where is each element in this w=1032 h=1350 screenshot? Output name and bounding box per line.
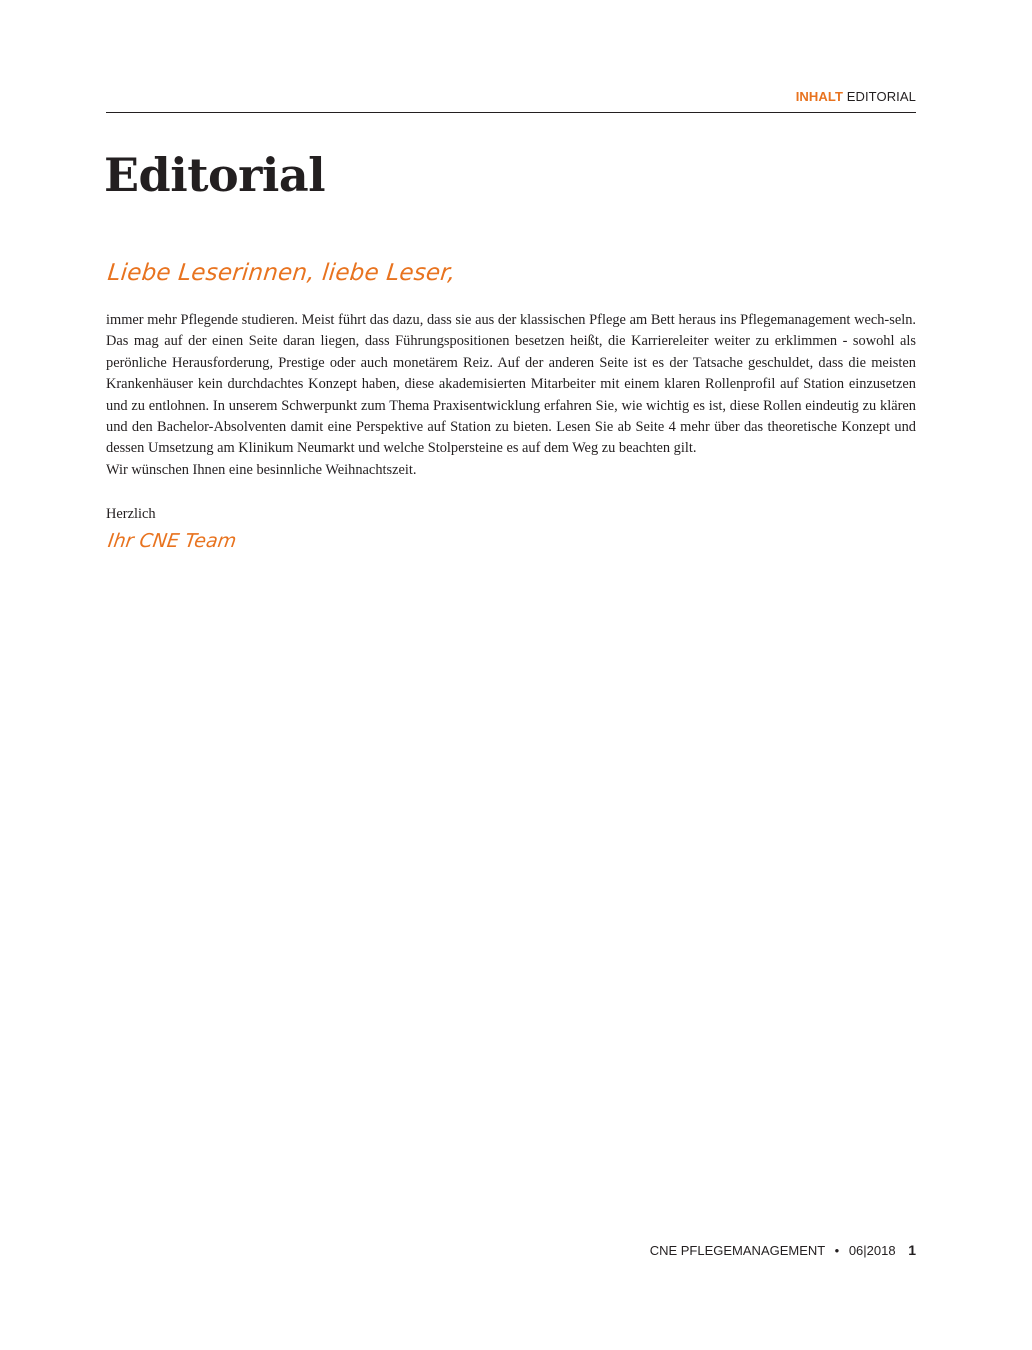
page-number: 1	[908, 1242, 916, 1258]
running-header	[106, 88, 916, 113]
editorial-body	[106, 310, 916, 481]
footer-issue: 06|2018	[848, 1243, 896, 1258]
salutation: Liebe Leserinnen, liebe Leser,	[106, 260, 457, 286]
header-section-label: INHALT	[795, 89, 843, 104]
closing-line: Wir wünschen Ihnen eine besinnliche Weihnachtszeit.	[106, 461, 417, 478]
page-footer	[650, 1240, 916, 1261]
editorial-paragraph: immer mehr Pflegende studieren. Meist führt das dazu, dass sie aus der klassischen Pflege am Bett heraus ins Pflegemanagement wech-seln. Das mag auf der einen Seite daran liegen, dass Führungspositionen besetzen heißt, die Karriereleiter weiter zu erklimmen - sowohl als perönliche Herausforderung, Prestige oder auch monetärem Reiz. Auf der anderen Seite ist es der Tatsache geschuldet, dass die meisten Krankenhäuser kein durchdachtes Konzept haben, diese akademisierten Mitarbeiter mit einem klaren Rollenprofil auf Station einzusetzen und zu entlohnen. In unserem Schwerpunkt zum Thema Praxisentwicklung erfahren Sie, wie wichtig es ist, diese Rollen eindeutig zu klären und den Bachelor-Absolventen damit eine Perspektive auf Station zu bieten. Lesen Sie ab Seite 4 mehr über das theoretische Konzept und dessen Umsetzung am Klinikum Neumarkt und welche Stolpersteine es auf dem Weg zu beachten gilt.	[106, 312, 916, 457]
regards-text: Herzlich	[106, 506, 156, 522]
footer-publication: CNE PFLEGEMANAGEMENT	[649, 1243, 825, 1258]
header-current-label: EDITORIAL	[846, 89, 916, 104]
signature: Ihr CNE Team	[106, 530, 238, 552]
page-title: Editorial	[104, 148, 326, 202]
footer-separator: •	[834, 1243, 840, 1258]
